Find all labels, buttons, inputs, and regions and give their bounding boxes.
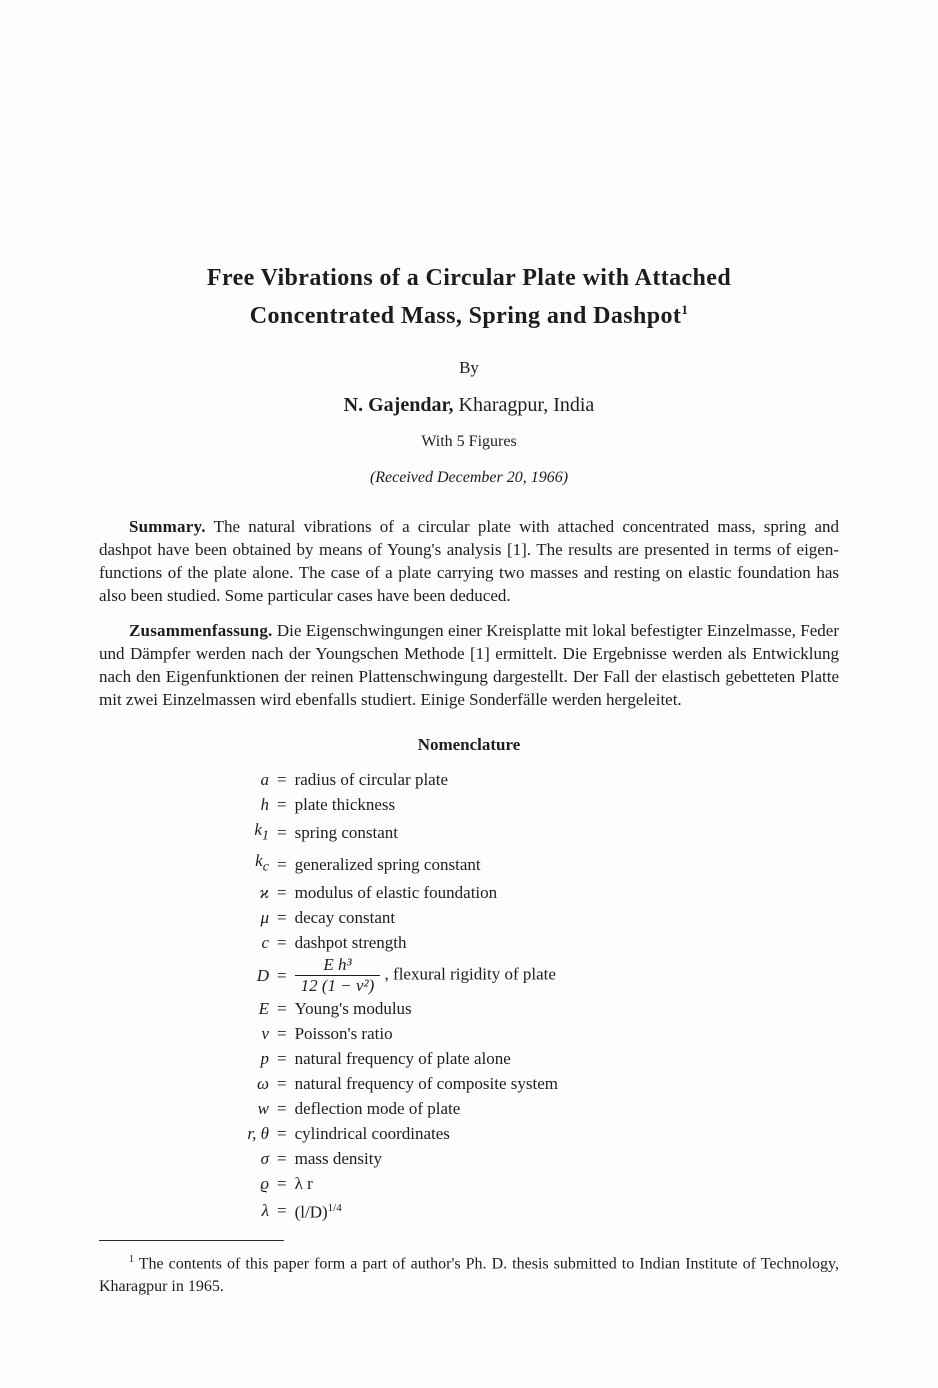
nomenclature-equals: = [277,1023,287,1043]
paper-title-line1: Free Vibrations of a Circular Plate with Attached [206,265,732,291]
nomenclature-definition: plate thickness [294,795,396,814]
nomenclature-equals: = [277,823,287,843]
nomenclature-symbol: D [256,965,269,985]
nomenclature-equals: = [277,854,287,874]
nomenclature-symbol: $k_c$ [255,851,269,875]
received-note: (Received December 20, 1966) [369,469,569,486]
nomenclature-symbol: E [258,998,269,1018]
nomenclature-equals: = [277,1073,287,1093]
nomenclature-symbol: r, θ [247,1123,269,1143]
nomenclature-definition: decay constant [294,907,396,927]
nomenclature-definition: $(l/D)^{1/4}$ [294,1201,342,1222]
nomenclature-symbol: λ [261,1200,269,1220]
nomenclature-entry [114,930,839,955]
nomenclature-entry [114,905,839,930]
nomenclature-definition: natural frequency of plate alone [294,1048,511,1068]
nomenclature-definition: Young's modulus [294,998,412,1018]
title-footnote-marker: 1 [681,302,689,317]
byline: By [459,358,479,377]
nomenclature-symbol: $k_1$ [254,820,269,844]
nomenclature-definition: mass density [294,1148,382,1168]
nomenclature-entry [114,1096,839,1121]
nomenclature-definition: radius of circular plate [294,770,448,789]
paper-title-line2: Concentrated Mass, Spring and Dashpot [249,303,682,329]
abstract-summary [99,515,839,607]
fraction: $\frac{\text{E h³}}{\text{12 (1 − ν²)}}$ [295,955,381,996]
nomenclature-equals: = [277,998,287,1018]
nomenclature-definition: spring constant [294,823,398,843]
abstract-summary-text: The natural vibrations of a circular plate with attached concentrated mass, spring and dashpot have been obtained by means of Young's analysis [1]. The results are presented in terms of eigen-functions of the plate alone. The case of a plate carrying two masses and resting on elastic foundation has also been studied. Some particular cases have been deduced. [99,517,839,605]
page-content [99,0,839,1298]
nomenclature-entry [114,817,839,848]
nomenclature-entry [114,848,839,879]
nomenclature-equals: = [277,907,287,927]
nomenclature-entry [114,1146,839,1171]
nomenclature-definition: λ r [294,1173,313,1193]
nomenclature-equals: = [277,1048,287,1068]
author-affiliation: Kharagpur, India [453,394,595,416]
nomenclature-symbol: a [260,770,269,789]
footnote-body: The contents of this paper form a part of author's Ph. D. thesis submitted to Indian Institute of Technology, Kharagpur in 1965. [99,1255,839,1295]
nomenclature-equals: = [277,965,287,985]
abstract-zusammenfassung-label: Zusammenfassung. [129,621,273,640]
abstract-zusammenfassung-text: Die Eigenschwingungen einer Kreisplatte mit lokal befestigter Einzelmasse, Feder und Dämpfer werden nach der Youngschen Methode [1] ermittelt. Die Ergebnisse werden als Entwicklung nach den Eigenfunktionen der reinen Plattenschwingung dargestellt. Der Fall der elastisch gebetteten Platte mit zwei Einzelmassen wird ebenfalls studiert. Einige Sonderfälle werden hergeleitet. [99,621,839,709]
nomenclature-heading: Nomenclature [417,735,521,754]
nomenclature-definition: Poisson's ratio [294,1023,393,1043]
abstract-summary-label: Summary. [129,517,206,536]
nomenclature-entry [114,792,839,817]
nomenclature-symbol: ϱ [260,1173,269,1193]
nomenclature-entry [114,1196,839,1225]
paper-title [99,262,839,332]
nomenclature-definition: $\frac{\text{E h³}}{\text{12 (1 − ν²)}}$ , flexural rigidity of plate [295,955,556,996]
nomenclature-symbol: p [260,1048,269,1068]
nomenclature-entry [114,1121,839,1146]
footnote-block [99,1240,839,1297]
author-line [99,394,839,417]
nomenclature-definition: deflection mode of plate [294,1098,461,1118]
nomenclature-equals: = [277,932,287,952]
nomenclature-symbol: w [257,1098,269,1118]
nomenclature-symbol: ϰ [259,882,269,902]
nomenclature-entry [114,767,839,792]
figures-note: With 5 Figures [421,433,517,450]
nomenclature-list [114,767,839,1224]
nomenclature-symbol: σ [260,1148,269,1168]
nomenclature-entry [114,1046,839,1071]
nomenclature-entry [114,996,839,1021]
nomenclature-entry [114,1021,839,1046]
nomenclature-equals: = [277,770,287,789]
abstract-zusammenfassung [99,619,839,711]
nomenclature-equals: = [277,882,287,902]
nomenclature-symbol: μ [260,907,269,927]
nomenclature-definition: natural frequency of composite system [294,1073,559,1093]
nomenclature-definition: generalized spring constant [294,854,481,874]
nomenclature-entry [114,1171,839,1196]
nomenclature-symbol: ν [261,1023,269,1043]
nomenclature-definition: cylindrical coordinates [294,1123,450,1143]
nomenclature-equals: = [277,1173,287,1193]
footnote-text [99,1249,839,1297]
footnote-rule [99,1240,284,1241]
nomenclature-equals: = [277,1148,287,1168]
nomenclature-equals: = [277,1098,287,1118]
nomenclature-entry [114,955,839,996]
nomenclature-symbol: c [261,932,269,952]
footnote-marker: 1 [129,1254,134,1266]
author-name: N. Gajendar, [343,394,454,416]
nomenclature-entry [114,880,839,905]
nomenclature-equals: = [277,1200,287,1220]
nomenclature-equals: = [277,795,287,814]
nomenclature-definition: modulus of elastic foundation [294,882,498,902]
nomenclature-symbol: h [260,795,269,814]
nomenclature-entry [114,1071,839,1096]
nomenclature-equals: = [277,1123,287,1143]
nomenclature-definition: dashpot strength [294,932,407,952]
nomenclature-symbol: ω [256,1073,269,1093]
